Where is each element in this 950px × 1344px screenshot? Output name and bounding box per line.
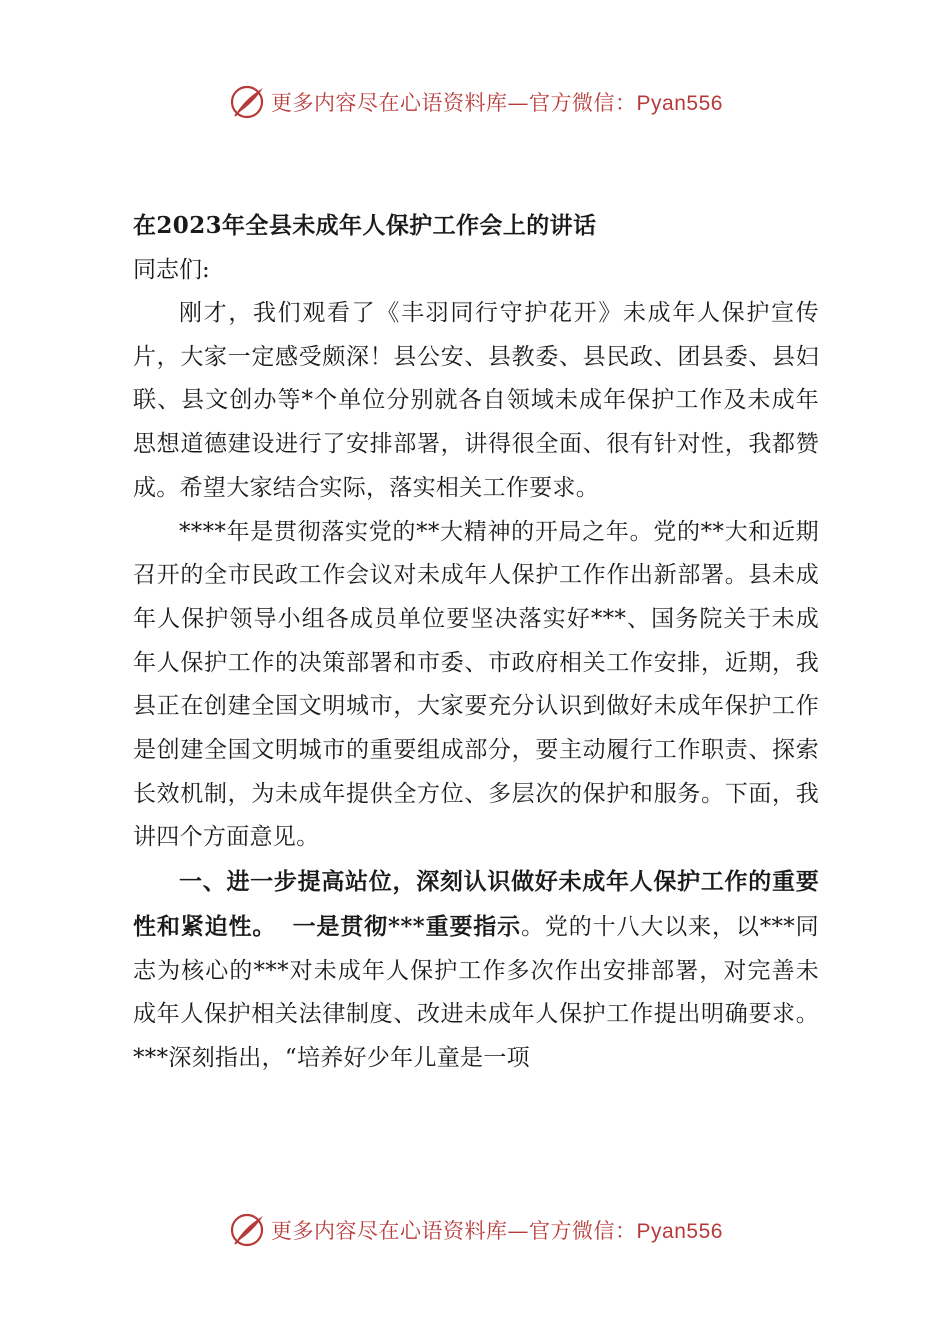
footer-watermark xyxy=(0,1208,950,1252)
section-heading: 一、进一步提高站位，深刻认识做好未成年人保护工作的重要性和紧迫性。 xyxy=(133,868,819,940)
header-watermark xyxy=(0,80,950,124)
paragraph-1: 刚才，我们观看了《丰羽同行守护花开》未成年人保护宣传片，大家一定感受颇深！县公安、县教委、县民政、团县委、县妇联、县文创办等*个单位分别就各自领域未成年保护工作及未成年思想道德建设进行了安排部署，讲得很全面、很有针对性，我都赞成。希望大家结合实际，落实相关工作要求。 xyxy=(133,300,819,501)
quill-logo-icon xyxy=(227,82,267,122)
watermark-text: 更多内容尽在心语资料库—官方微信：Pyan556 xyxy=(271,91,723,115)
paragraph-2: ****年是贯彻落实党的**大精神的开局之年。党的**大和近期召开的全市民政工作会议对未成年人保护工作作出新部署。县未成年人保护领导小组各成员单位要坚决落实好***、国务院关于未成年人保护工作的决策部署和市委、市政府相关工作安排，近期，我县正在创建全国文明城市，大家要充分认识到做好未成年保护工作是创建全国文明城市的重要组成部分，要主动履行工作职责、探索长效机制，为未成年提供全方位、多层次的保护和服务。下面，我讲四个方面意见。 xyxy=(133,518,819,851)
quill-logo-icon xyxy=(227,1210,267,1250)
paragraph-3-text: 。党的十八大以来，以***同志为核心的***对未成年人保护工作多次作出安排部署，对完善未成年人保护相关法律制度、改进未成年人保护工作提出明确要求。***深刻指出，“培养好少年儿童是一项 xyxy=(133,913,819,1071)
subsection-heading: 一是贯彻***重要指示 xyxy=(292,912,522,940)
greeting: 同志们: xyxy=(133,257,210,283)
watermark-text: 更多内容尽在心语资料库—官方微信：Pyan556 xyxy=(271,1219,723,1243)
document-title: 在2023年全县未成年人保护工作会上的讲话 xyxy=(133,212,597,239)
paragraph-3 xyxy=(133,860,819,1081)
document-body xyxy=(133,204,819,1081)
